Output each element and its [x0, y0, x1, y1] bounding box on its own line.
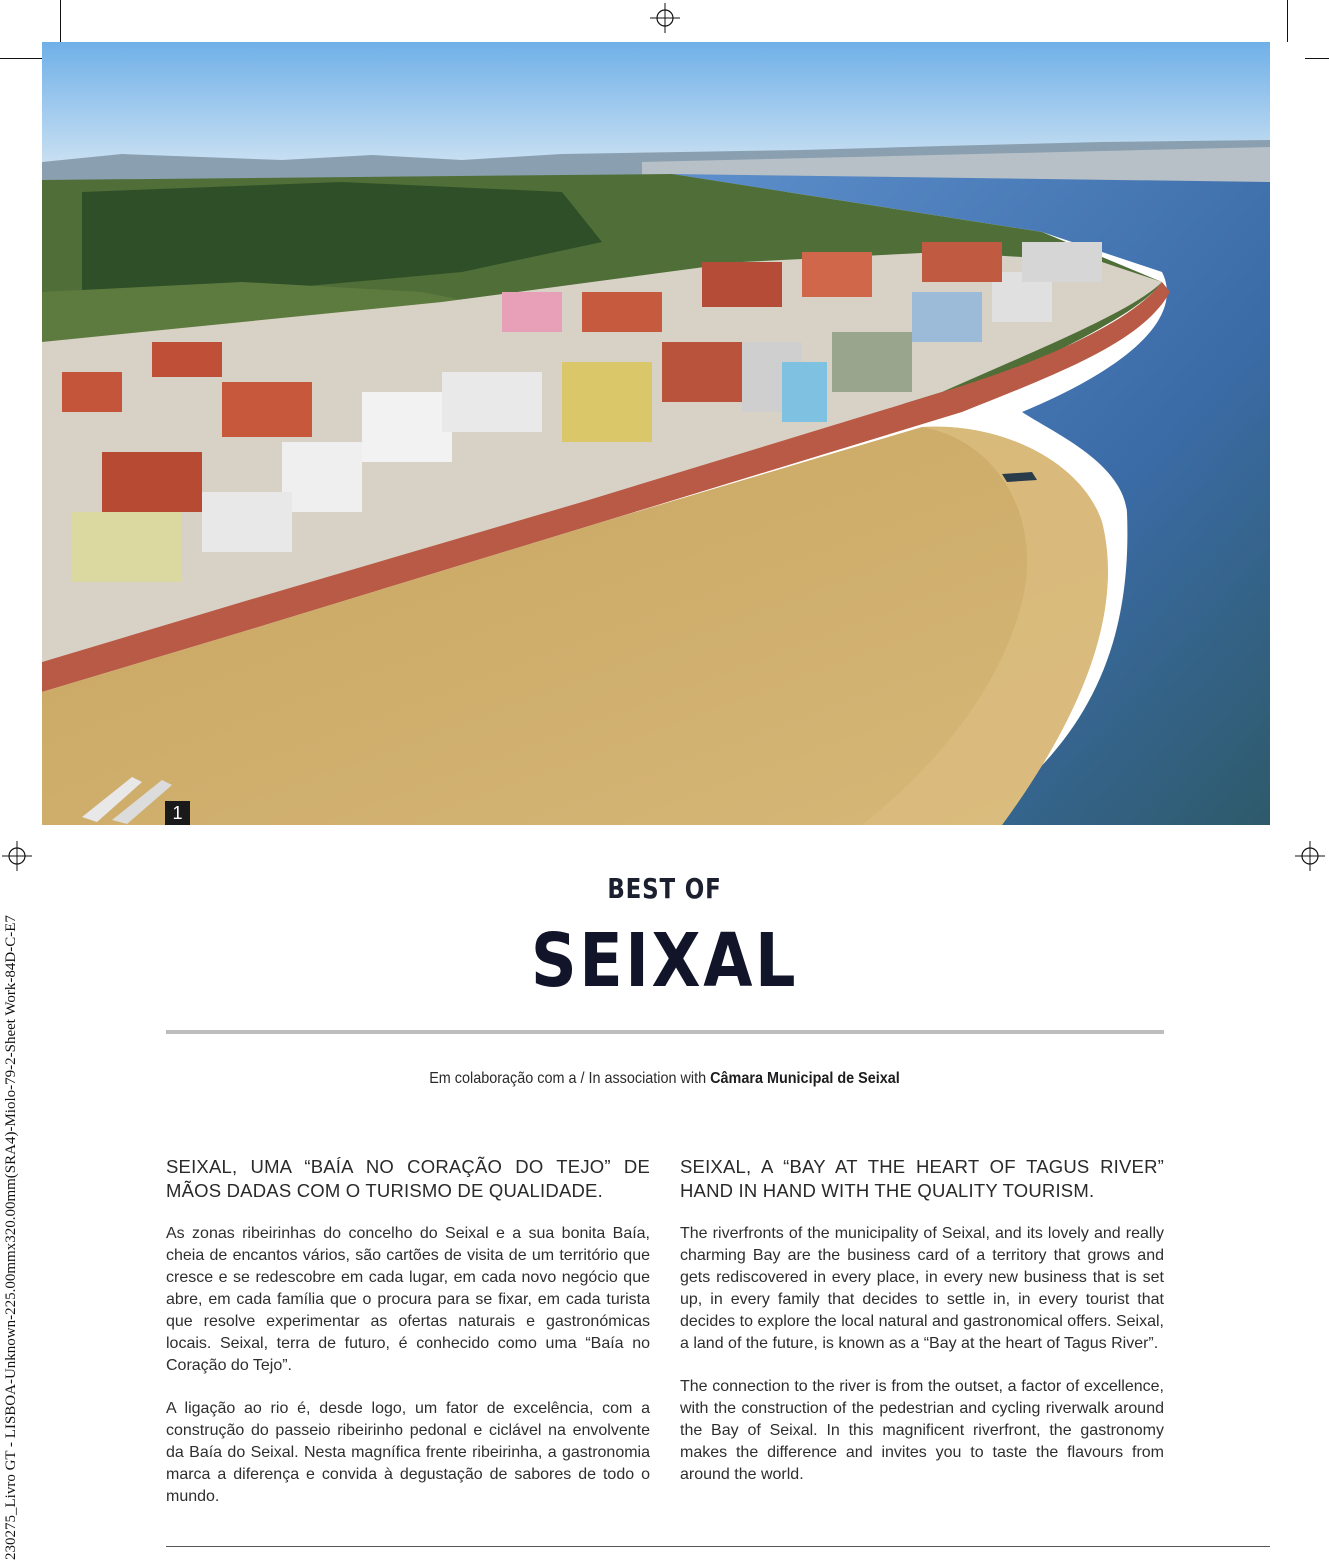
collab-partner: Câmara Municipal de Seixal	[710, 1070, 900, 1087]
seixal-aerial-photo	[42, 42, 1270, 825]
title-divider	[166, 1030, 1164, 1034]
page-kicker: BEST OF	[607, 872, 722, 905]
paragraph-en-1: The riverfronts of the municipality of Seixal, and its lovely and really charming Bay are the business card of a territory that grows and gets rediscovered in every place, in every new business that is set up, in every family that decides to settle in, in every tourist that decides to explore the local natural and gastronomical offers. Seixal, a land of the future, is known as a “Bay at the heart of Tagus River”.	[680, 1225, 1164, 1352]
heading-en: SEIXAL, A “BAY AT THE HEART OF TAGUS RIVER” HAND IN HAND WITH THE QUALITY TOURISM.	[680, 1156, 1164, 1201]
paragraph-pt-1: As zonas ribeirinhas do concelho do Seixal e a sua bonita Baía, cheia de encantos vários, são cartões de visita de um território que cresce e se redescobre em cada lugar, em cada novo negócio que abre, em cada família que o procura para se fixar, em cada turista que resolve experimentar as ofertas naturais e gastronómicas locais. Seixal, terra de futuro, é conhecido como uma “Baía no Coração do Tejo”.	[166, 1225, 650, 1374]
crop-mark	[1287, 0, 1288, 42]
registration-mark-icon	[650, 3, 680, 33]
crop-mark	[0, 58, 46, 59]
paragraph-en-2: The connection to the river is from the outset, a factor of excellence, with the construction of the pedestrian and cycling riverwalk around the Bay of Seixal. In this magnificent riverfront, the gastronomy makes the difference and invites you to taste the flavours from around the world.	[680, 1378, 1164, 1483]
crop-mark	[60, 0, 61, 46]
crop-mark	[1305, 58, 1329, 59]
column-english	[680, 1155, 1164, 1507]
column-portuguese	[166, 1155, 650, 1529]
paragraph-pt-2: A ligação ao rio é, desde logo, um fator de excelência, com a construção do passeio ribeirinho pedonal e ciclável na envolvente da Baía do Seixal. Nesta magnífica frente ribeirinha, a gastronomia marca a diferença e convida à degustação de sabores de todo o mundo.	[166, 1400, 650, 1505]
heading-pt: SEIXAL, UMA “BAÍA NO CORAÇÃO DO TEJO” DE MÃOS DADAS COM O TURISMO DE QUALIDADE.	[166, 1156, 650, 1201]
slug-text: 230275_Livro GT - LISBOA-Unknown-225.00mmx320.00mm(SRA4)-Miolo-79-2-Sheet Work-84D-C-E7	[3, 915, 19, 1560]
collaboration-line	[66, 1070, 1262, 1088]
printer-slug	[2, 600, 20, 1560]
page-title: SEIXAL	[530, 918, 799, 1004]
registration-mark-icon	[1295, 841, 1325, 871]
hero-photo	[42, 42, 1270, 825]
collab-prefix: Em colaboração com a / In association with	[429, 1070, 711, 1087]
photo-number-badge: 1	[165, 801, 190, 825]
footer-divider	[166, 1546, 1270, 1547]
